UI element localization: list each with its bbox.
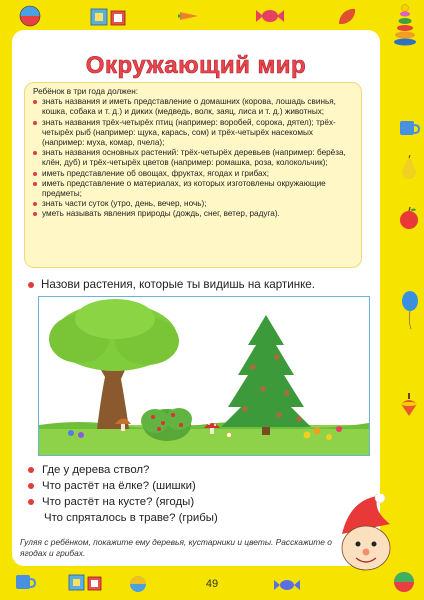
bullet (33, 182, 37, 186)
list-item: уметь называть явления природы (дождь, снег, ветер, радуга). (33, 209, 355, 219)
bullet (33, 172, 37, 176)
bullet (33, 202, 37, 206)
ball-icon (18, 4, 42, 28)
bullet (33, 121, 37, 125)
questions-list (28, 462, 368, 526)
parent-hint: Гуляя с ребёнком, покажите ему деревья, кустарники и цветы. Расскажите о ягодах и грибах. (20, 537, 332, 558)
page-title: Окружающий мир (85, 52, 307, 79)
task-instruction: Назови растения, которые ты видишь на картинке. (28, 278, 378, 291)
gnome-face-icon (332, 494, 402, 572)
carrot-icon (176, 6, 202, 26)
list-item: знать названия и иметь представление о домашних (корова, лошадь свинья, кошка, собака и т. д.) и диких (медведь, волк, заяц, лиса и т. д.) животных; (33, 97, 355, 117)
bullet (28, 282, 34, 288)
requirements-intro: Ребёнок в три года должен: (33, 87, 139, 96)
list-item: знать названия трёх-четырёх птиц (например: воробей, сорока, дятел); трёх-четырёх рыб (например: щука, карась, сом) и трёх-четырёх насекомых (например: муха, комар, пчела); (33, 118, 355, 149)
leaf-icon (336, 6, 358, 28)
requirements-list (33, 97, 355, 219)
spinning-top-icon (398, 392, 420, 418)
toy-block-icon (90, 8, 108, 26)
candy-icon (254, 8, 286, 24)
bullet (28, 467, 34, 473)
nature-illustration (38, 296, 370, 456)
apple-icon (396, 206, 422, 230)
pear-icon (398, 154, 420, 180)
list-item: Где у дерева ствол? (28, 462, 368, 478)
list-item: знать названия основных растений: трёх-четырёх деревьев (например: берёза, клён, дуб) и трёх-четырёх цветов (например: ромашка, роза, колокольчик); (33, 148, 355, 168)
list-item: знать части суток (утро, день, вечер, ночь); (33, 199, 355, 209)
cup-icon (398, 118, 420, 138)
bullet (33, 212, 37, 216)
bullet (28, 483, 34, 489)
list-item: Что растёт на кусте? (ягоды) (28, 494, 368, 510)
toy-block-icon (110, 10, 126, 26)
bullet (28, 499, 34, 505)
bullet (33, 100, 37, 104)
balloon-icon (400, 290, 420, 330)
list-item: Что спряталось в траве? (грибы) (44, 512, 218, 524)
list-item: иметь представление о материалах, из которых изготовлены окружающие предметы; (33, 179, 355, 199)
requirements-box (24, 82, 362, 268)
list-item: Что растёт на ёлке? (шишки) (28, 478, 368, 494)
pyramid-toy-icon (392, 2, 418, 46)
page-number: 49 (205, 578, 219, 590)
bullet (33, 151, 37, 155)
list-item: иметь представление об овощах, фруктах, ягодах и грибах; (33, 169, 355, 179)
